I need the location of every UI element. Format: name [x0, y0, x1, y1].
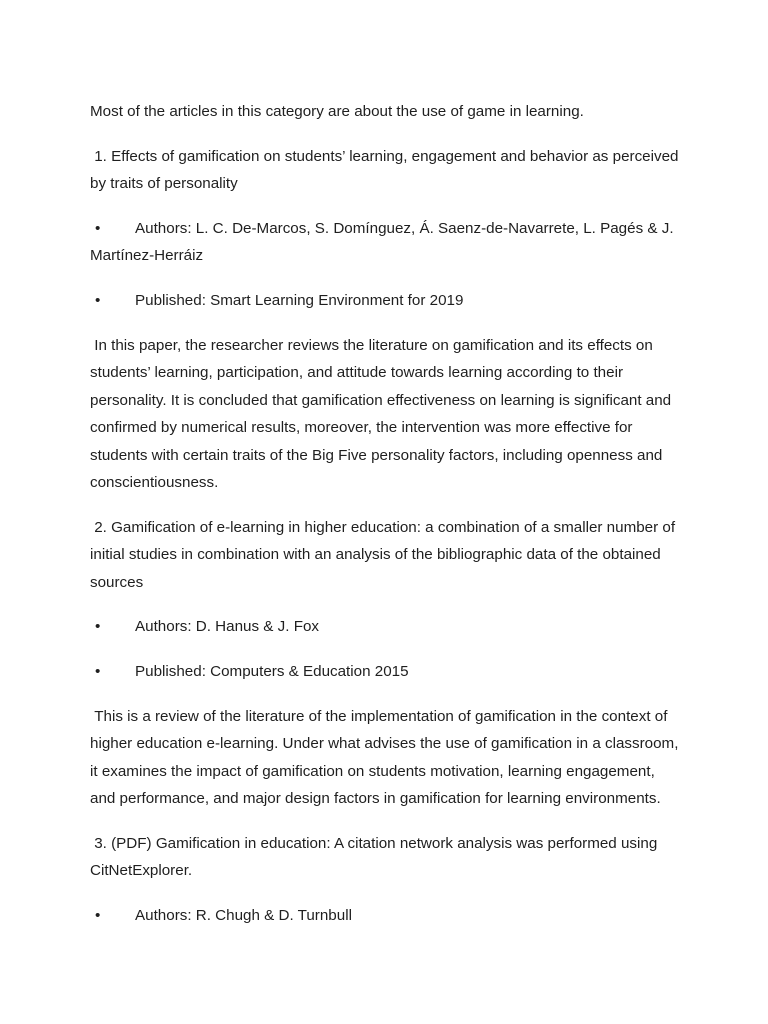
article-2-title: 2. Gamification of e-learning in higher education: a combination of a smaller number of initial studies in combination with an analysis of the bibliographic data of the obtained sources [90, 518, 680, 591]
article-2-published-text: Published: Computers & Education 2015 [135, 663, 409, 681]
intro-paragraph: Most of the articles in this category are about the use of game in learning. [90, 103, 584, 120]
article-3-authors-text: Authors: R. Chugh & D. Turnbull [135, 907, 352, 925]
article-3-authors [90, 902, 682, 929]
bullet-glyph: • [95, 292, 101, 310]
bullet-glyph: • [95, 907, 101, 925]
bullet-glyph: • [95, 618, 101, 636]
article-1-authors-text: Authors: L. C. De-Marcos, S. Domínguez, Á. Saenz-de-Navarrete, L. Pagés & J. Martínez-Herráiz [90, 220, 674, 265]
article-1-summary: In this paper, the researcher reviews the literature on gamification and its effects on students’ learning, participation, and attitude towards learning according to their personality. It is concluded that gamification effectiveness on learning is significant and confirmed by numerical results, moreover, the intervention was more effective for students with certain traits of the Big Five personality factors, including openness and conscientiousness. [90, 337, 676, 492]
document-body [90, 98, 682, 947]
article-1-published [90, 287, 682, 314]
article-1-title: 1. Effects of gamification on students’ learning, engagement and behavior as perceived by traits of personality [90, 147, 683, 193]
article-2-summary: This is a review of the literature of the implementation of gamification in the context of higher education e-learning. Under what advises the use of gamification in a classroom, it examines the impact of gamification on students motivation, learning engagement, and performance, and major design factors in gamification for learning environments. [90, 708, 683, 808]
bullet-glyph: • [95, 220, 101, 237]
article-1-published-text: Published: Smart Learning Environment for 2019 [135, 292, 464, 310]
article-3-title: 3. (PDF) Gamification in education: A citation network analysis was performed using CitNetExplorer. [90, 835, 662, 880]
article-2-authors-text: Authors: D. Hanus & J. Fox [135, 618, 320, 636]
article-2-published [90, 658, 682, 685]
article-2-authors [90, 613, 682, 640]
article-1-authors [90, 215, 682, 270]
bullet-glyph: • [95, 663, 101, 681]
